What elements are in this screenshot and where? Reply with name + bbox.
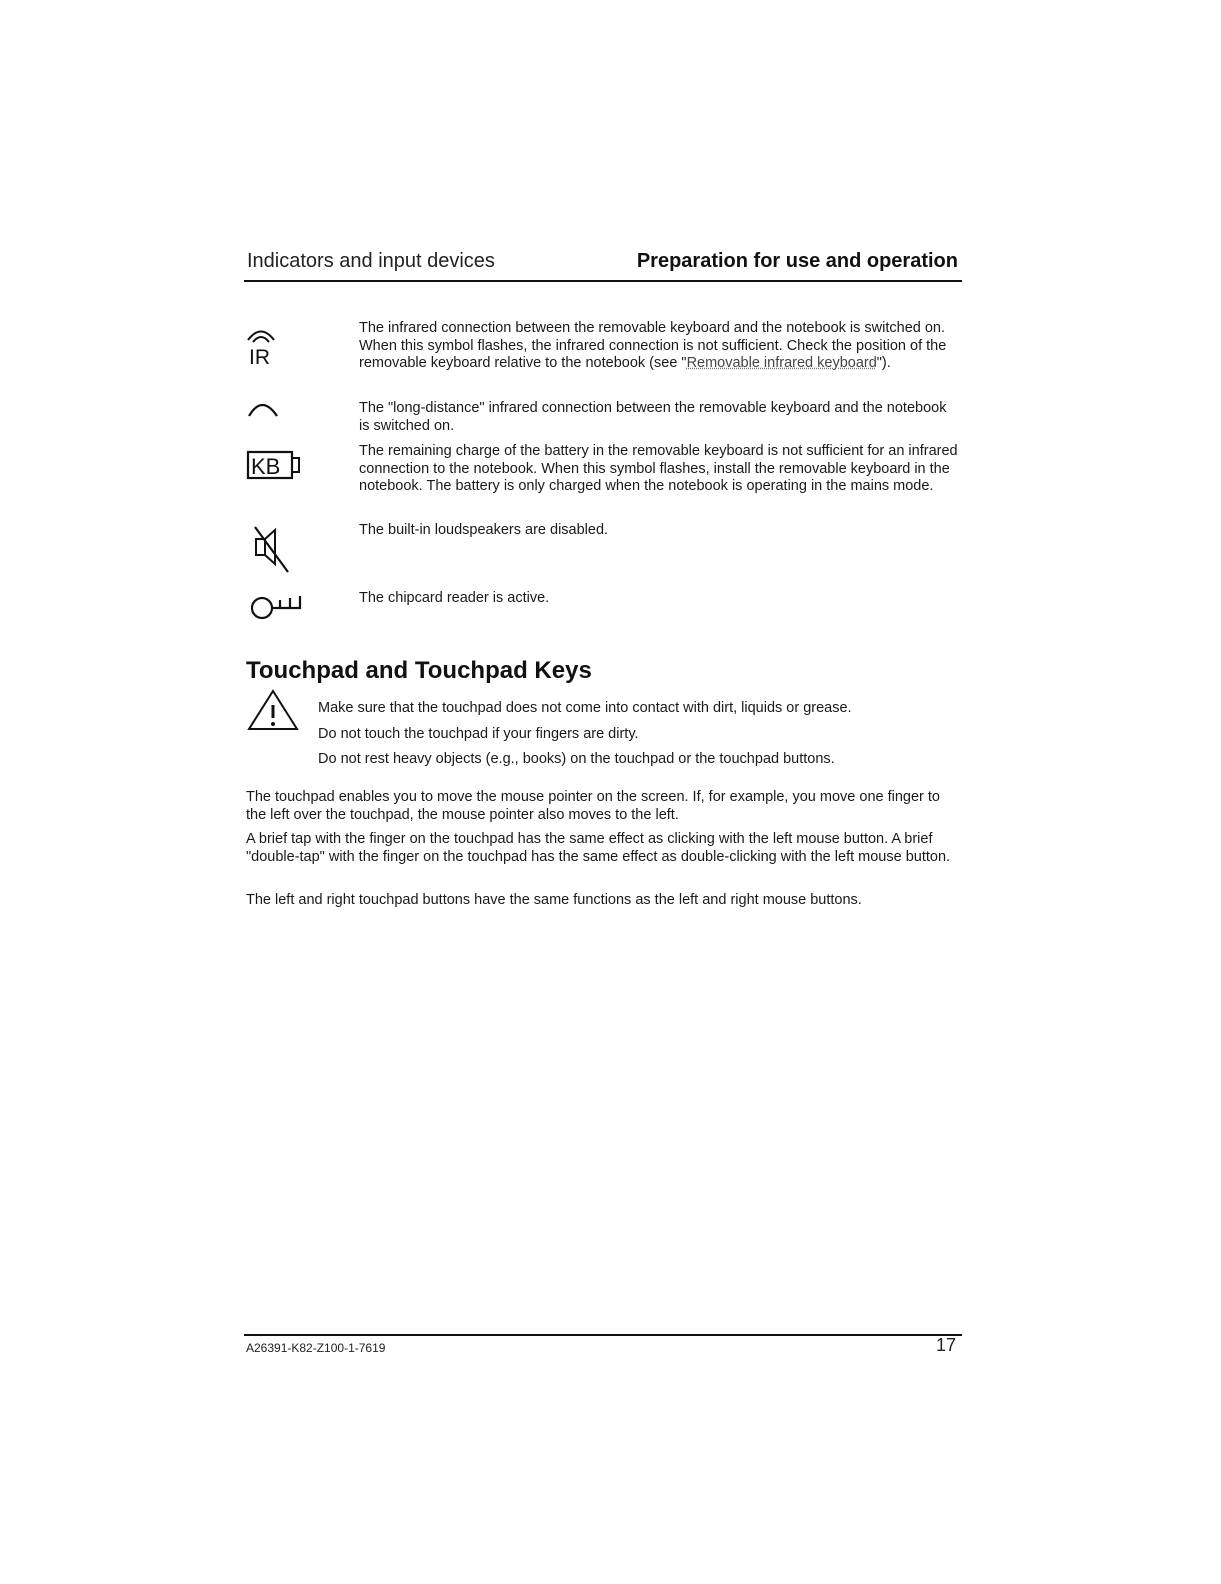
- warning-line-heavy-objects: Do not rest heavy objects (e.g., books) on the touchpad or the touchpad buttons.: [318, 751, 835, 767]
- speaker-muted-icon: [246, 524, 292, 579]
- footer-rule: [244, 1334, 962, 1336]
- page-number: 17: [935, 1335, 956, 1355]
- chipcard-key-icon: [246, 590, 302, 627]
- running-header-chapter: Indicators and input devices: [247, 250, 495, 272]
- header-rule: [244, 280, 962, 282]
- running-header-section: Preparation for use and operation: [636, 250, 958, 272]
- indicator-description-chipcard: The chipcard reader is active.: [359, 590, 550, 606]
- warning-line-fingers: Do not touch the touchpad if your fingers are dirty.: [318, 726, 639, 742]
- indicator-description-long-distance: The "long-distance" infrared connection between the removable keyboard and the notebook is switched on.: [359, 400, 947, 434]
- indicator-description-keyboard-battery: The remaining charge of the battery in the removable keyboard is not sufficient for an infrared connection to the notebook. When this symbol flashes, install the removable keyboard in the notebook. The battery is only charged when the notebook is operating in the mains mode.: [359, 443, 958, 494]
- document-number: A26391-K82-Z100-1-7619: [246, 1341, 386, 1355]
- warning-line-dirt: Make sure that the touchpad does not come into contact with dirt, liquids or grease.: [318, 700, 852, 716]
- paragraph-touchpad-intro: The touchpad enables you to move the mouse pointer on the screen. If, for example, you move one finger to the left over the touchpad, the mouse pointer also moves to the left.: [246, 789, 940, 823]
- long-distance-infrared-icon: [246, 398, 280, 423]
- section-title: Touchpad and Touchpad Keys: [246, 657, 592, 684]
- svg-text:IR: IR: [249, 346, 270, 369]
- infrared-ir-icon: [246, 324, 276, 375]
- cross-reference-link[interactable]: Removable infrared keyboard: [686, 355, 877, 371]
- paragraph-touchpad-tap: A brief tap with the finger on the touchpad has the same effect as clicking with the left mouse button. A brief "double-tap" with the finger on the touchpad has the same effect as double-clicking with the left mouse button.: [246, 831, 951, 865]
- warning-triangle-icon: [246, 688, 300, 737]
- indicator-description-infrared: The infrared connection between the removable keyboard and the notebook is switched on. When this symbol flashes, the infrared connection is not sufficient. Check the position of the removable keyboard relative to the notebook (see "Removable infrared keyboard").: [359, 320, 947, 371]
- keyboard-battery-icon: [246, 450, 304, 485]
- paragraph-touchpad-buttons: The left and right touchpad buttons have the same functions as the left and right mouse buttons.: [246, 892, 862, 908]
- svg-text:KB: KB: [251, 454, 281, 479]
- indicator-description-speaker: The built-in loudspeakers are disabled.: [359, 522, 609, 538]
